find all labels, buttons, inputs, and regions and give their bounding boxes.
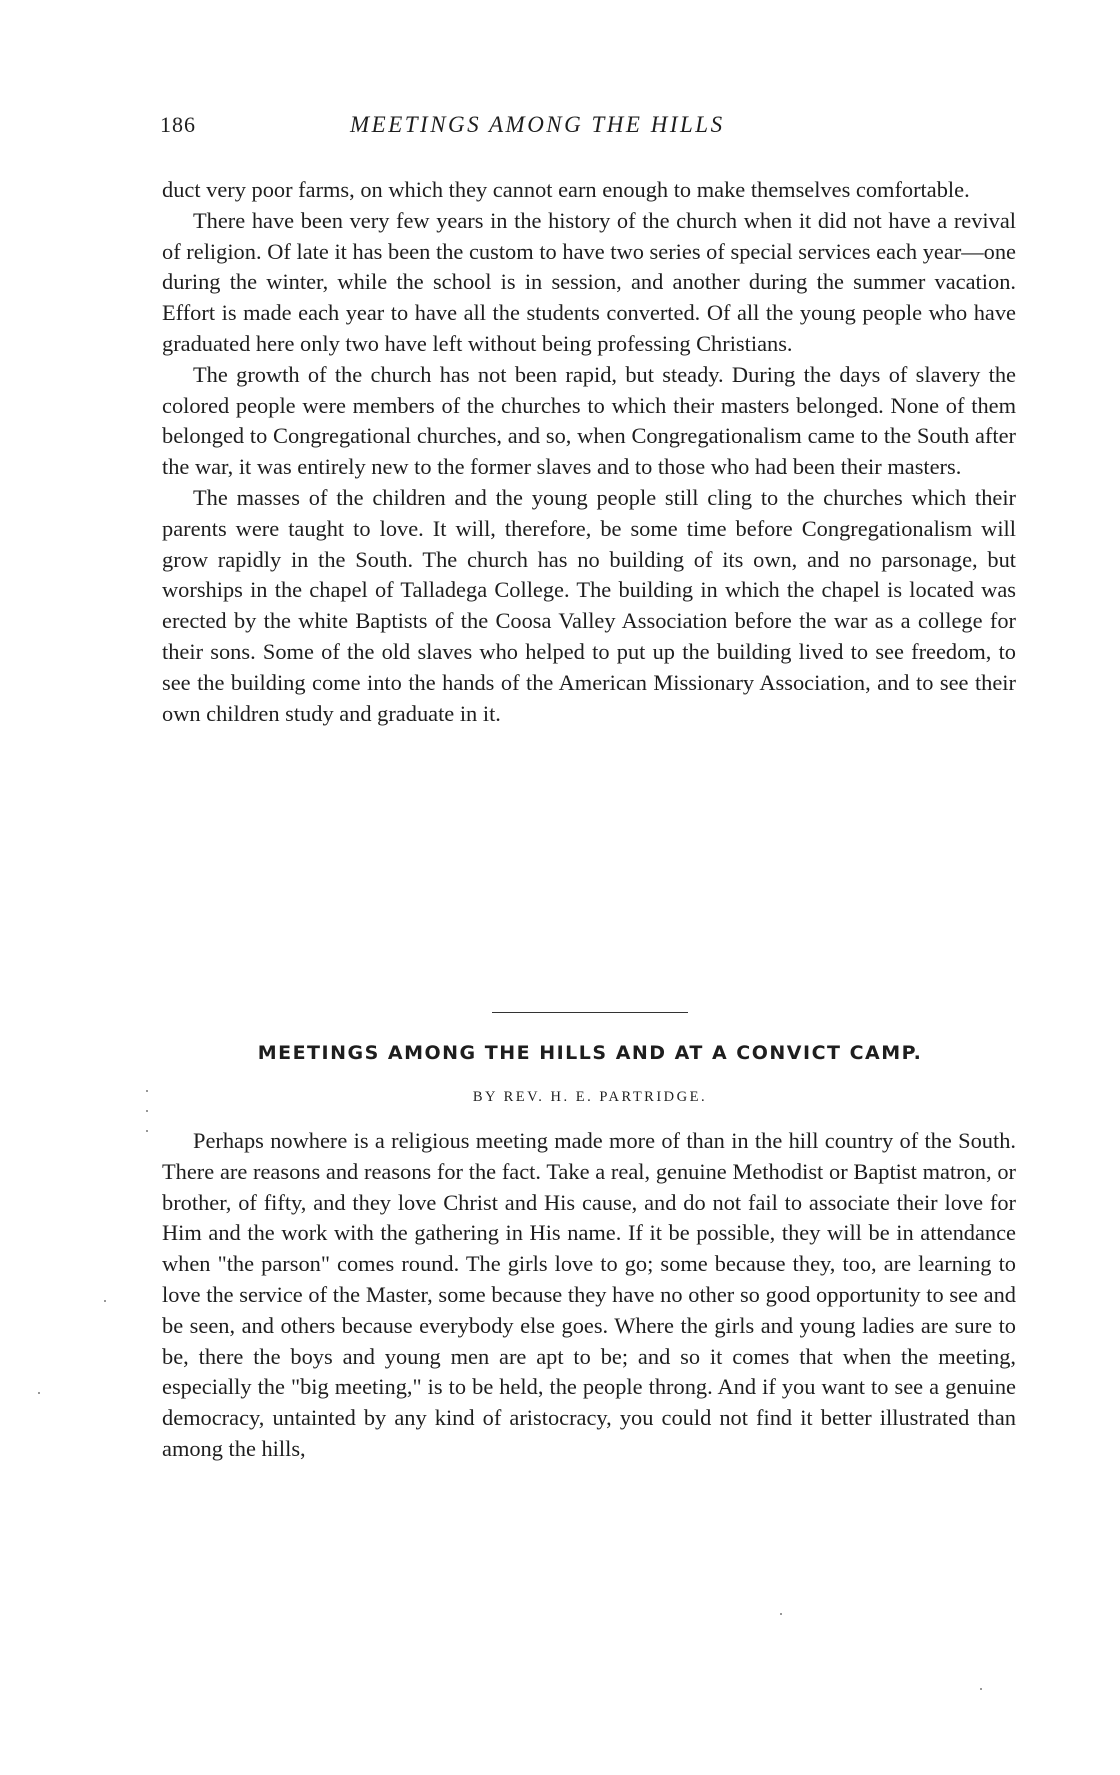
scan-speck — [980, 1688, 982, 1690]
paragraph-continuation: duct very poor farms, on which they cannot earn enough to make themselves comfortable. — [162, 177, 970, 202]
article-title: MEETINGS AMONG THE HILLS AND AT A CONVICT CAMP. — [257, 1042, 923, 1064]
article-body — [162, 1126, 1016, 1465]
paragraph: Perhaps nowhere is a religious meeting made more of than in the hill country of the South. There are reasons and reasons for the fact. Take a real, genuine Methodist or Baptist matron, or brother, of fifty, and they love Christ and His cause, and do not fail to associate their love for Him and the work with the gathering in His name. If it be possible, they will be in attendance when "the parson" comes round. The girls love to go; some because they, too, are learning to love the service of the Master, some because they have no other so good opportunity to see and be seen, and others because everybody else goes. Where the girls and young ladies are sure to be, there the boys and young men are apt to be; and so it comes that when the meeting, especially the "big meeting," is to be held, the people throng. And if you want to see a genuine democracy, untainted by any kind of aristocracy, you could not find it better illustrated than among the hills, — [162, 1128, 1016, 1461]
paragraph: The growth of the church has not been rapid, but steady. During the days of slavery the colored people were members of the churches to which their masters belonged. None of them belonged to Congregational churches, and so, when Congregationalism came to the South after the war, it was entirely new to the former slaves and to those who had been their masters. — [162, 361, 1016, 480]
scan-speck — [146, 1090, 148, 1092]
section-divider — [492, 1012, 688, 1013]
scan-speck — [146, 1130, 148, 1132]
page-header — [160, 112, 1020, 144]
scan-speck — [104, 1300, 106, 1302]
paragraph: There have been very few years in the history of the church when it did not have a revival of religion. Of late it has been the custom to have two series of special services each year—one during the winter, while the school is in session, and another during the summer vacation. Effort is made each year to have all the students converted. Of all the young people who have graduated here only two have left without being professing Christians. — [162, 207, 1016, 356]
previous-section-text — [162, 175, 1016, 729]
scan-speck — [780, 1613, 782, 1615]
article-byline: BY REV. H. E. PARTRIDGE. — [472, 1089, 708, 1105]
paragraph: The masses of the children and the young people still cling to the churches which their parents were taught to love. It will, therefore, be some time before Congregationalism will grow rapidly in the South. The church has no building of its own, and no parsonage, but worships in the chapel of Talladega College. The building in which the chapel is located was erected by the white Baptists of the Coosa Valley Association before the war as a college for their sons. Some of the old slaves who helped to put up the building lived to see freedom, to see the building come into the hands of the American Missionary Association, and to see their own children study and graduate in it. — [162, 484, 1016, 726]
scan-speck — [146, 1110, 148, 1112]
running-title: MEETINGS AMONG THE HILLS — [350, 112, 725, 137]
page-number: 186 — [160, 112, 196, 137]
scan-speck — [38, 1392, 40, 1394]
